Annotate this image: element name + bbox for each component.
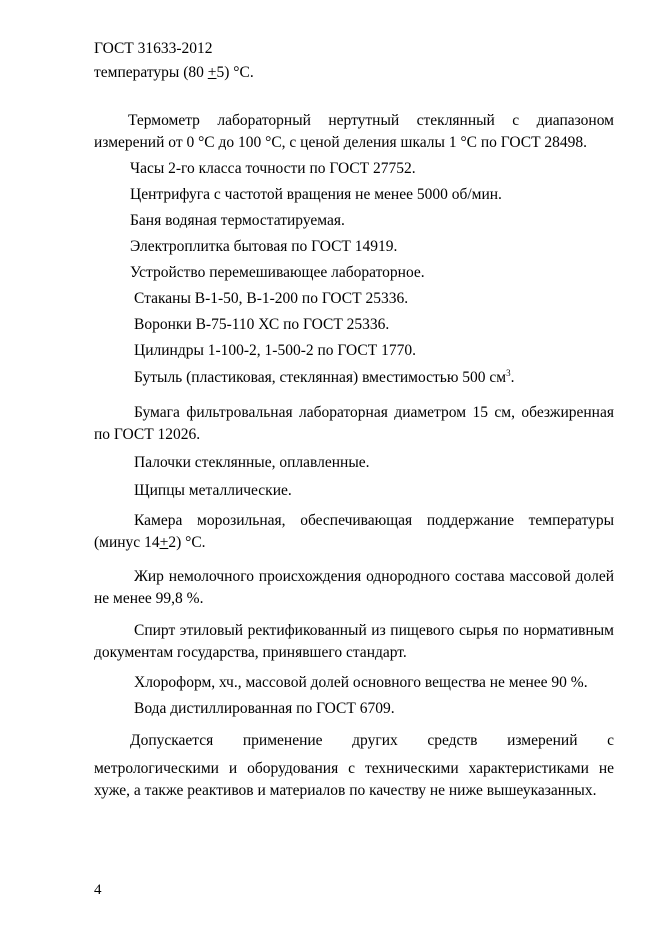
paragraph-paper-line1: Бумага фильтровальная лабораторная диаметром 15 см, обезжиренная <box>134 404 614 421</box>
paragraph-thermometer-line1: Термометр лабораторный нертутный стеклянный с диапазоном <box>128 112 614 129</box>
paragraph-fat-line1: Жир немолочного происхождения однородного состава массовой долей <box>134 568 614 585</box>
paragraph-bottle: Бутыль (пластиковая, стеклянная) вместимостью 500 $см^3$. <box>134 368 515 387</box>
paragraph-thermometer-line2: измерений от 0 °С до 100 °С, с ценой деления шкалы 1 °С по ГОСТ 28498. <box>94 134 588 151</box>
paragraph-allowed-line3: хуже, а также реактивов и материалов по качеству не ниже вышеуказанных. <box>94 782 597 799</box>
paragraph-tongs: Щипцы металлические. <box>134 482 292 499</box>
paragraph-water: Вода дистиллированная по ГОСТ 6709. <box>134 700 395 717</box>
paragraph-chloroform: Хлороформ, хч., массовой долей основного вещества не менее 90 %. <box>134 674 588 691</box>
paragraph-fat-line2: не менее 99,8 %. <box>94 590 204 607</box>
paragraph-alcohol-line1: Спирт этиловый ректификованный из пищевого сырья по нормативным <box>134 622 614 639</box>
page-number: 4 <box>94 882 102 898</box>
paragraph-funnels: Воронки В-75-110 ХС по ГОСТ 25336. <box>134 316 390 333</box>
paragraph-beakers: Стаканы В-1-50, В-1-200 по ГОСТ 25336. <box>134 290 409 307</box>
paragraph-freezer-line1: Камера морозильная, обеспечивающая поддержание температуры <box>134 512 614 529</box>
paragraph-allowed-line1: Допускается применение других средств измерений с <box>130 732 614 749</box>
paragraph-cylinders: Цилиндры 1-100-2, 1-500-2 по ГОСТ 1770. <box>134 342 416 359</box>
continuation-line: температуры (80 +5) °С. <box>94 64 254 81</box>
paragraph-mixer: Устройство перемешивающее лабораторное. <box>130 264 425 281</box>
paragraph-clock: Часы 2-го класса точности по ГОСТ 27752. <box>130 160 416 177</box>
paragraph-allowed-line2: метрологическими и оборудования с техническими характеристиками не <box>94 760 614 777</box>
paragraph-paper-line2: по ГОСТ 12026. <box>94 426 201 443</box>
standard-header: ГОСТ 31633-2012 <box>94 40 213 57</box>
paragraph-alcohol-line2: документам государства, принявшего стандарт. <box>94 644 407 661</box>
paragraph-bath: Баня водяная термостатируемая. <box>130 212 345 229</box>
paragraph-stove: Электроплитка бытовая по ГОСТ 14919. <box>130 238 398 255</box>
paragraph-freezer-line2: (минус 14+2) °С. <box>94 534 206 551</box>
paragraph-centrifuge: Центрифуга с частотой вращения не менее 5000 об/мин. <box>130 186 502 203</box>
paragraph-rods: Палочки стеклянные, оплавленные. <box>134 454 370 471</box>
